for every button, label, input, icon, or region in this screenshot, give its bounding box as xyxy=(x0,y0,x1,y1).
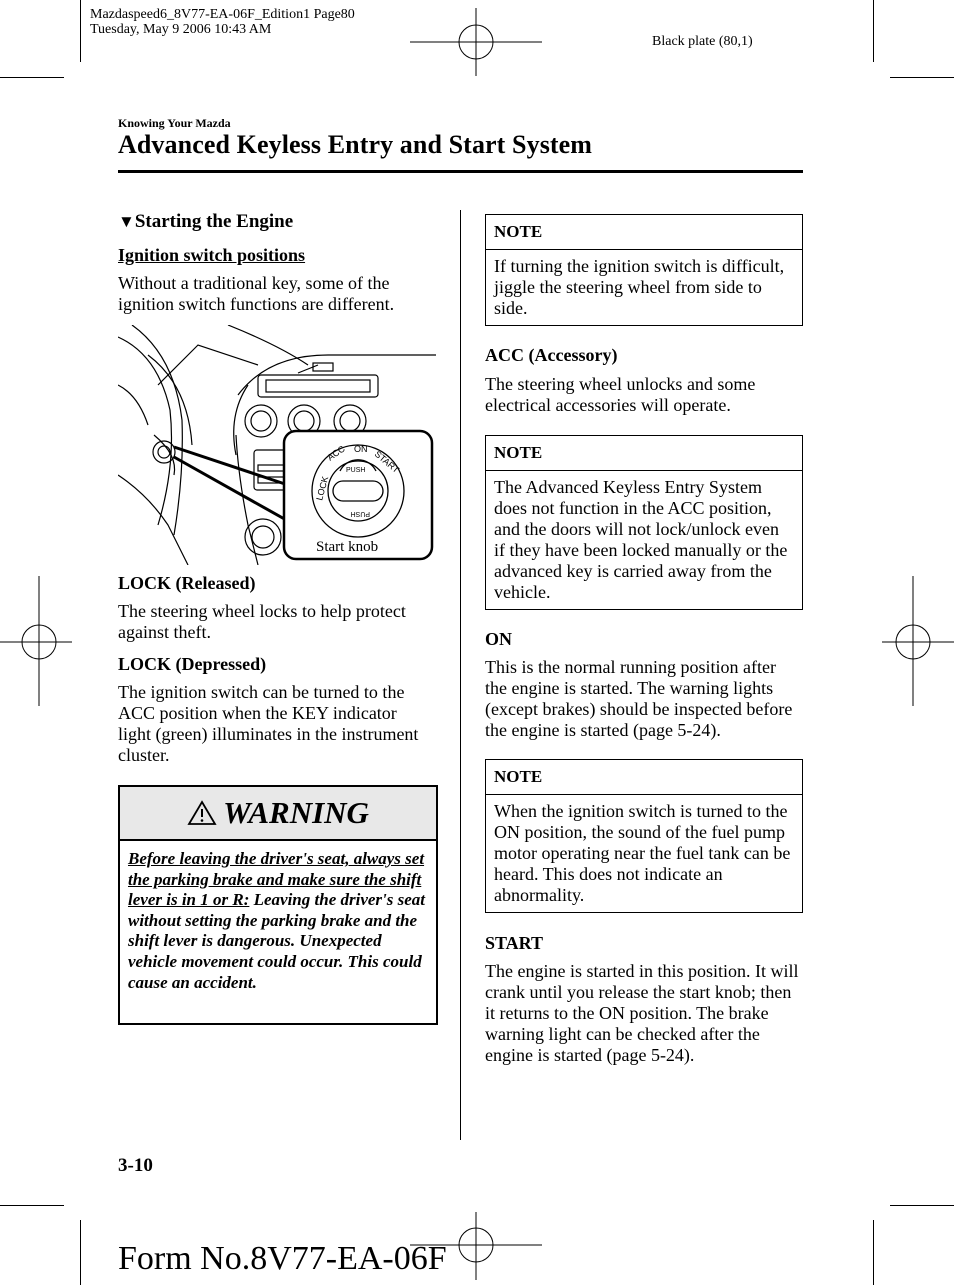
start-title: START xyxy=(485,933,544,953)
triangle-down-icon: ▼ xyxy=(118,212,135,231)
page-title: Advanced Keyless Entry and Start System xyxy=(118,130,593,159)
black-plate-label: Black plate (80,1) xyxy=(652,34,753,49)
note-heading: NOTE xyxy=(486,436,802,471)
intro-paragraph: Without a traditional key, some of the ignition switch functions are different. xyxy=(118,273,395,314)
lock-released-text: The steering wheel locks to help protect against theft. xyxy=(118,601,406,642)
push-label-bottom: PUSH xyxy=(350,510,370,517)
on-text: This is the normal running position after the engine is started. The warning lights (except brakes) should be inspected before the engine is started (page 5-24). xyxy=(485,657,793,740)
ring-label-start: START xyxy=(372,448,402,475)
crop-mark xyxy=(873,0,874,62)
column-divider xyxy=(460,210,461,1140)
ignition-switch-figure xyxy=(118,325,436,565)
crop-mark xyxy=(0,1205,64,1206)
note-body: If turning the ignition switch is difficult, jiggle the steering wheel from side to side. xyxy=(494,256,785,318)
note-heading: NOTE xyxy=(486,215,802,250)
lock-depressed-text: The ignition switch can be turned to the ACC position when the KEY indicator light (green) illuminates in the instrument cluster. xyxy=(118,682,419,765)
ring-label-acc: ACC xyxy=(325,443,347,463)
note-box-2 xyxy=(485,435,803,610)
warning-lead: Before leaving the driver's seat, always set the parking brake and make sure the shift lever is in 1 or R: xyxy=(128,849,425,910)
warning-body xyxy=(120,841,436,1001)
push-label-top: PUSH xyxy=(346,467,366,474)
crop-mark xyxy=(0,77,64,78)
warning-text: Leaving the driver's seat without setting the parking brake and the shift lever is dangerous. Unexpected vehicle movement could occur. This could cause an accident. xyxy=(128,890,426,992)
lock-released-title: LOCK (Released) xyxy=(118,573,256,593)
start-text: The engine is started in this position. It will crank until you release the start knob; then it returns to the ON position. The brake warning light can be checked after the engine is started (page 5-24). xyxy=(485,961,799,1065)
warning-title: WARNING xyxy=(223,795,369,830)
note-box-1 xyxy=(485,214,803,326)
registration-mark-right xyxy=(882,576,954,706)
crop-mark xyxy=(80,1220,81,1285)
warning-box xyxy=(118,785,438,1025)
lock-depressed-title: LOCK (Depressed) xyxy=(118,654,267,674)
crop-mark xyxy=(890,77,954,78)
crop-mark xyxy=(80,0,81,62)
section-heading xyxy=(118,211,293,233)
note-body: When the ignition switch is turned to the ON position, the sound of the fuel pump motor operating near the fuel tank can be heard. This does not indicate an abnormality. xyxy=(494,801,791,905)
section-label: Knowing Your Mazda xyxy=(118,116,231,130)
registration-mark-left xyxy=(0,576,72,706)
crop-mark xyxy=(890,1205,954,1206)
note-heading: NOTE xyxy=(486,760,802,795)
page-number: 3-10 xyxy=(118,1155,153,1176)
start-knob-callout: Start knob xyxy=(316,539,379,555)
warning-triangle-icon xyxy=(187,800,217,826)
subheading: Ignition switch positions xyxy=(118,245,306,265)
ring-label-lock: LOCK xyxy=(314,475,331,502)
crop-mark xyxy=(873,1220,874,1285)
note-box-3 xyxy=(485,759,803,913)
note-body: The Advanced Keyless Entry System does not function in the ACC position, and the doors will not lock/unlock even if they have been locked manually or the advanced key is carried away from the vehicle. xyxy=(494,477,788,602)
ring-label-on: ON xyxy=(354,444,368,454)
form-number: Form No.8V77-EA-06F xyxy=(118,1240,447,1277)
on-title: ON xyxy=(485,629,512,649)
registration-mark-top xyxy=(410,4,542,76)
section-heading-text: Starting the Engine xyxy=(134,211,294,232)
title-rule xyxy=(118,170,803,173)
acc-text: The steering wheel unlocks and some electrical accessories will operate. xyxy=(485,374,756,415)
warning-header xyxy=(120,787,436,841)
print-file-line: Mazdaspeed6_8V77-EA-06F_Edition1 Page80 xyxy=(90,7,355,22)
acc-title: ACC (Accessory) xyxy=(485,345,618,365)
print-date-line: Tuesday, May 9 2006 10:43 AM xyxy=(90,22,272,37)
